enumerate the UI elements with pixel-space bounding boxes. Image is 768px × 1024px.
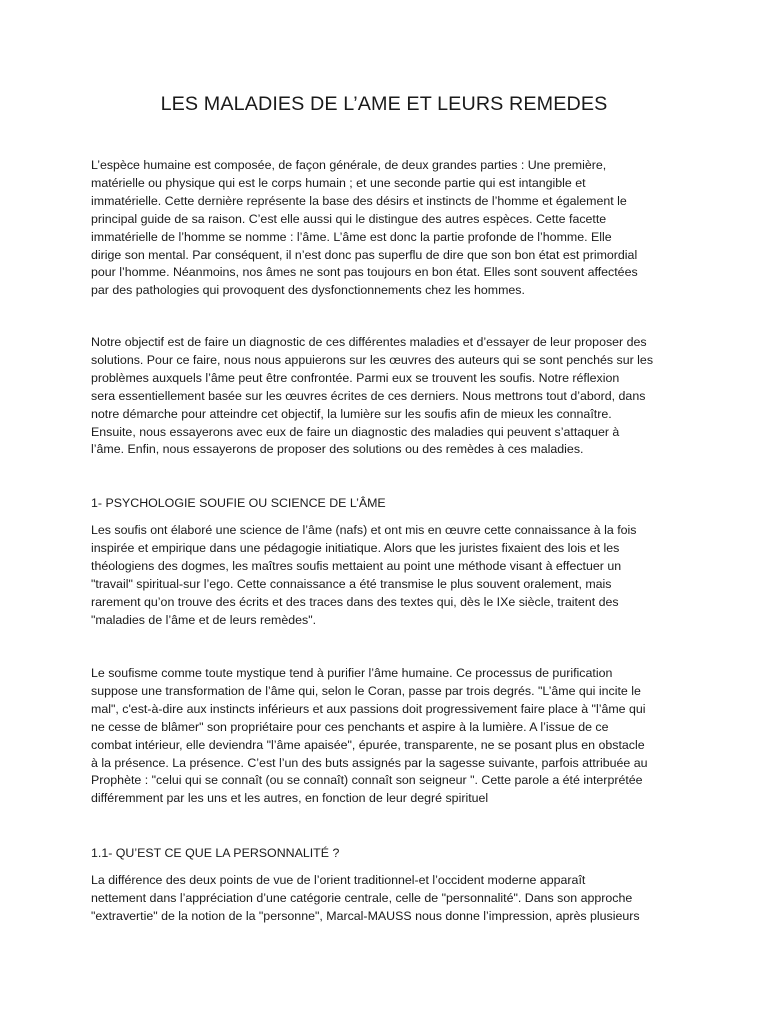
paragraph-soufi-science	[91, 522, 691, 629]
text-line: solutions. Pour ce faire, nous nous appuierons sur les œuvres des auteurs qui se sont penchés sur les	[91, 352, 654, 367]
text-line: pour l’homme. Néanmoins, nos âmes ne sont pas toujours en bon état. Elles sont souvent affectées	[91, 265, 638, 280]
text-line: Ensuite, nous essayerons avec eux de faire un diagnostic des maladies qui peuvent s’attaquer à	[91, 424, 620, 439]
subsection-heading: 1.1- QU’EST CE QUE LA PERSONNALITÉ ?	[91, 846, 340, 860]
text-line: principal guide de sa raison. C’est elle aussi qui le distingue des autres espèces. Cette facette	[91, 211, 607, 226]
text-line: inspirée et empirique dans une pédagogie initiatique. Alors que les juristes fixaient des lois et les	[91, 540, 620, 555]
text-line: dirige son mental. Par conséquent, il n’est donc pas superflu de dire que son bon état est primordial	[91, 247, 638, 262]
paragraph-intro	[91, 157, 691, 300]
text-line: mal", c'est-à-dire aux instincts inférieurs et aux passions doit progressivement faire place à "l’âme qui	[91, 701, 646, 716]
text-line: problèmes auxquels l’âme peut être confrontée. Parmi eux se trouvent les soufis. Notre réflexion	[91, 370, 620, 385]
text-line: immatérielle. Cette dernière représente la base des désirs et instincts de l’homme et également le	[91, 193, 627, 208]
paragraph-personnalite	[91, 872, 691, 926]
text-line: théologiens des dogmes, les maîtres soufis mettaient au point une méthode visant à effectuer un	[91, 558, 622, 573]
text-line: suppose une transformation de l’âme qui, selon le Coran, passe par trois degrés. "L’âme qui incite le	[91, 683, 641, 698]
paragraph-soufisme	[91, 665, 691, 808]
text-line: nettement dans l’appréciation d’une catégorie centrale, celle de "personnalité". Dans son approche	[91, 890, 633, 905]
text-line: "maladies de l’âme et de leurs remèdes".	[91, 612, 317, 627]
text-line: La différence des deux points de vue de l’orient traditionnel-et l’occident moderne apparaît	[91, 873, 586, 887]
text-line: l’âme. Enfin, nous essayerons de proposer des solutions ou des remèdes à ces maladies.	[91, 442, 584, 457]
text-line: ne cesse de blâmer" son propriétaire pour ces penchants et aspire à la lumière. A l’issue de ce	[91, 719, 609, 734]
text-line: à la présence. La présence. C’est l’un des buts assignés par la sagesse suivante, parfois attribuée au	[91, 755, 648, 770]
text-line: "extravertie" de la notion de la "personne", Marcal-MAUSS nous donne l’impression, après plusieurs	[91, 908, 640, 923]
document-title: LES MALADIES DE L’AME ET LEURS REMEDES	[160, 93, 608, 115]
text-line: Prophète : "celui qui se connaît (ou se connaît) connaît son seigneur ". Cette parole a été interprétée	[91, 773, 643, 788]
text-line: L’espèce humaine est composée, de façon générale, de deux grandes parties : Une première,	[91, 158, 607, 172]
paragraph-objective	[91, 334, 691, 459]
text-line: Notre objectif est de faire un diagnostic de ces différentes maladies et d’essayer de leur proposer des	[91, 335, 647, 349]
text-line: immatérielle de l’homme se nomme : l’âme. L’âme est donc la partie profonde de l’homme. Elle	[91, 229, 612, 244]
text-line: "travail" spiritual-sur l’ego. Cette connaissance a été transmise le plus souvent oralement, mais	[91, 576, 612, 591]
text-line: différemment par les uns et les autres, en fonction de leur degré spirituel	[91, 791, 489, 806]
text-line: Le soufisme comme toute mystique tend à purifier l’âme humaine. Ce processus de purification	[91, 666, 613, 680]
section-heading: 1- PSYCHOLOGIE SOUFIE OU SCIENCE DE L’ÂME	[91, 496, 386, 510]
text-line: Les soufis ont élaboré une science de l’âme (nafs) et ont mis en œuvre cette connaissance à la fois	[91, 523, 637, 537]
text-line: combat intérieur, elle deviendra "l’âme apaisée", épurée, transparente, ne se posant plus en obstacle	[91, 737, 645, 752]
text-line: matérielle ou physique qui est le corps humain ; et une seconde partie qui est intangible et	[91, 175, 586, 190]
text-line: par des pathologies qui provoquent des dysfonctionnements chez les hommes.	[91, 283, 525, 298]
text-line: notre démarche pour atteindre cet objectif, la lumière sur les soufis afin de mieux les connaître.	[91, 406, 612, 421]
text-line: rarement qu’on trouve des écrits et des traces dans des textes qui, dès le IXe siècle, traitent des	[91, 594, 619, 609]
text-line: sera essentiellement basée sur les œuvres écrites de ces derniers. Nous mettrons tout d’abord, dans	[91, 388, 646, 403]
